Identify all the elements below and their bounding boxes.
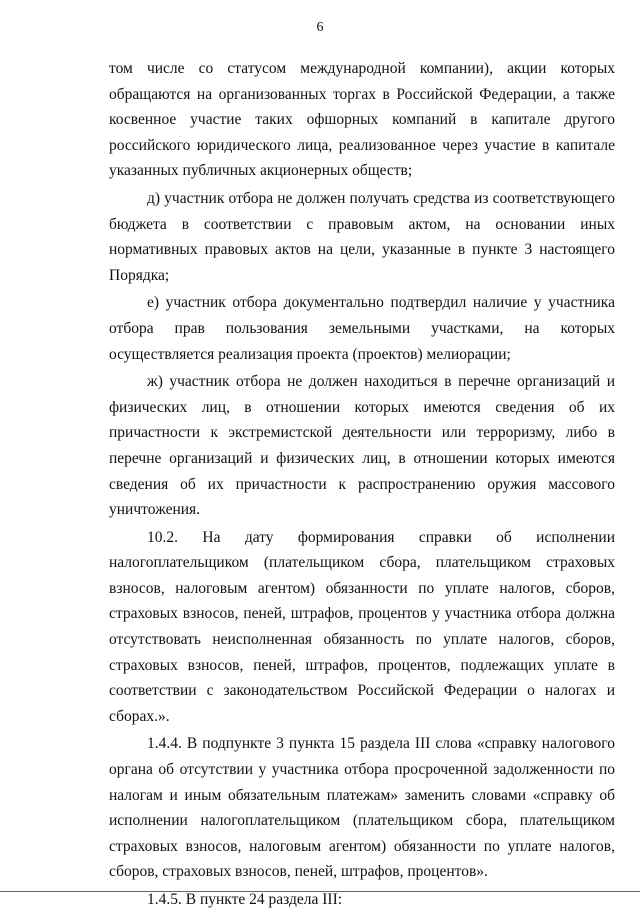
paragraph-offshore-continuation: том числе со статусом международной компании), акции которых обращаются на организованных торгах в Российской Федерации, а также косвенное участие таких офшорных компаний в капитале другого российского юридического лица, реализованное через участие в капитале указанных публичных акционерных обществ; [109, 60, 615, 180]
paragraph-1-4-4: 1.4.4. В подпункте 3 пункта 15 раздела III слова «справку налогового органа об отсутствии у участника отбора просроченной задолженности по налогам и иным обязательным платежам» заменить словами «справку об исполнении налогоплательщиком (плательщиком сбора, плательщиком страховых взносов, налоговым агентом) обязанности по уплате налогов, сборов, страховых взносов, пеней, штрафов, процентов». [109, 735, 615, 881]
paragraph-item-zh: ж) участник отбора не должен находиться в перечне организаций и физических лиц, в отношении которых имеются сведения об их причастности к экстремистской деятельности или терроризму, либо в перечне организаций и физических лиц, в отношении которых имеются сведения об их причастности к распространению оружия массового уничтожения. [109, 373, 615, 519]
document-body [109, 56, 615, 913]
paragraph-item-e: е) участник отбора документально подтвердил наличие у участника отбора прав пользования земельными участками, на которых осуществляется реализация проекта (проектов) мелиорации; [109, 294, 615, 363]
paragraph-item-d: д) участник отбора не должен получать средства из соответствующего бюджета в соответствии с правовым актом, на основании иных нормативных правовых актов на цели, указанные в пункте 3 настоящего Порядка; [109, 189, 615, 284]
page-number: 6 [316, 20, 324, 35]
paragraph-1-4-5: 1.4.5. В пункте 24 раздела III: [147, 891, 343, 908]
page-bottom-rule [0, 891, 640, 892]
paragraph-10-2: 10.2. На дату формирования справки об исполнении налогоплательщиком (плательщиком сбора, плательщиком страховых взносов, налоговым агентом) обязанности по уплате налогов, сборов, страховых взносов, пеней, штрафов, процентов у участника отбора должна отсутствовать неисполненная обязанность по уплате налогов, сборов, страховых взносов, пеней, штрафов, процентов, подлежащих уплате в соответствии с законодательством Российской Федерации о налогах и сборах.». [109, 528, 615, 725]
